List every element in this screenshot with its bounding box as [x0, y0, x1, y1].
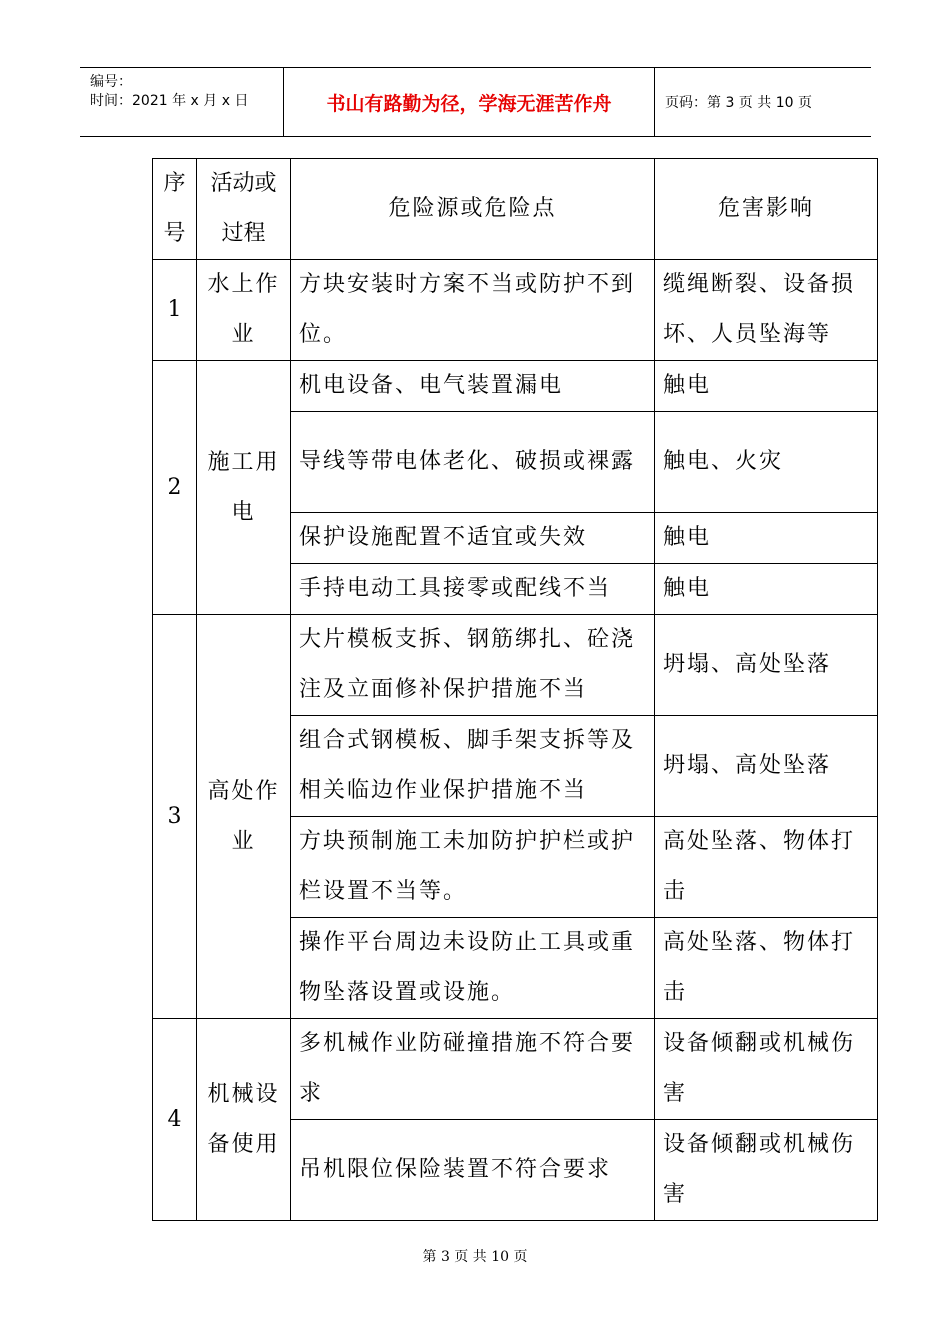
- header-motto: 书山有路勤为径，学海无涯苦作舟: [284, 68, 655, 136]
- hazard-source-cell: 多机械作业防碰撞措施不符合要求: [291, 1019, 655, 1120]
- hazard-source-cell: 吊机限位保险装置不符合要求: [291, 1120, 655, 1221]
- col-header-activity: 活动或过程: [197, 159, 291, 260]
- hazard-effect-cell: 坍塌、高处坠落: [655, 615, 878, 716]
- hazard-effect-cell: 高处坠落、物体打击: [655, 918, 878, 1019]
- hazard-effect-cell: 触电: [655, 361, 878, 412]
- header-page-info: 页码：第 3 页 共 10 页: [665, 95, 812, 111]
- hazard-effect-cell: 高处坠落、物体打击: [655, 817, 878, 918]
- hazard-source-cell: 大片模板支拆、钢筋绑扎、砼浇注及立面修补保护措施不当: [291, 615, 655, 716]
- activity-cell: 施工用电: [197, 361, 291, 615]
- hazard-table: [152, 158, 878, 1221]
- header-meta: [80, 68, 284, 136]
- page-footer: 第 3 页 共 10 页: [422, 1249, 528, 1265]
- activity-cell: 机械设备使用: [197, 1019, 291, 1221]
- page-header: [80, 67, 871, 137]
- hazard-source-cell: 组合式钢模板、脚手架支拆等及相关临边作业保护措施不当: [291, 716, 655, 817]
- col-header-effect: 危害影响: [655, 159, 878, 260]
- hazard-effect-cell: 设备倾翻或机械伤害: [655, 1120, 878, 1221]
- row-number: 1: [153, 260, 197, 361]
- hazard-effect-cell: 触电、火灾: [655, 412, 878, 513]
- hazard-source-cell: 方块安装时方案不当或防护不到位。: [291, 260, 655, 361]
- row-number: 2: [153, 361, 197, 615]
- hazard-source-cell: 保护设施配置不适宜或失效: [291, 513, 655, 564]
- row-number: 4: [153, 1019, 197, 1221]
- hazard-effect-cell: 缆绳断裂、设备损坏、人员坠海等: [655, 260, 878, 361]
- hazard-effect-cell: 触电: [655, 513, 878, 564]
- hazard-source-cell: 操作平台周边未设防止工具或重物坠落设置或设施。: [291, 918, 655, 1019]
- activity-cell: 高处作业: [197, 615, 291, 1019]
- hazard-source-cell: 导线等带电体老化、破损或裸露: [291, 412, 655, 513]
- table-row: [153, 361, 878, 412]
- table-row: [153, 615, 878, 716]
- time-label: 时间：2021 年 x 月 x 日: [90, 93, 249, 109]
- hazard-effect-cell: 设备倾翻或机械伤害: [655, 1019, 878, 1120]
- table-header-row: [153, 159, 878, 260]
- activity-cell: 水上作业: [197, 260, 291, 361]
- table-row: [153, 1019, 878, 1120]
- hazard-source-cell: 方块预制施工未加防护护栏或护栏设置不当等。: [291, 817, 655, 918]
- hazard-effect-cell: 坍塌、高处坠落: [655, 716, 878, 817]
- col-header-source: 危险源或危险点: [291, 159, 655, 260]
- number-label: 编号：: [90, 74, 132, 90]
- hazard-table-body: [153, 159, 878, 1221]
- hazard-effect-cell: 触电: [655, 564, 878, 615]
- col-header-num: 序号: [153, 159, 197, 260]
- row-number: 3: [153, 615, 197, 1019]
- hazard-source-cell: 手持电动工具接零或配线不当: [291, 564, 655, 615]
- hazard-source-cell: 机电设备、电气装置漏电: [291, 361, 655, 412]
- table-row: [153, 260, 878, 361]
